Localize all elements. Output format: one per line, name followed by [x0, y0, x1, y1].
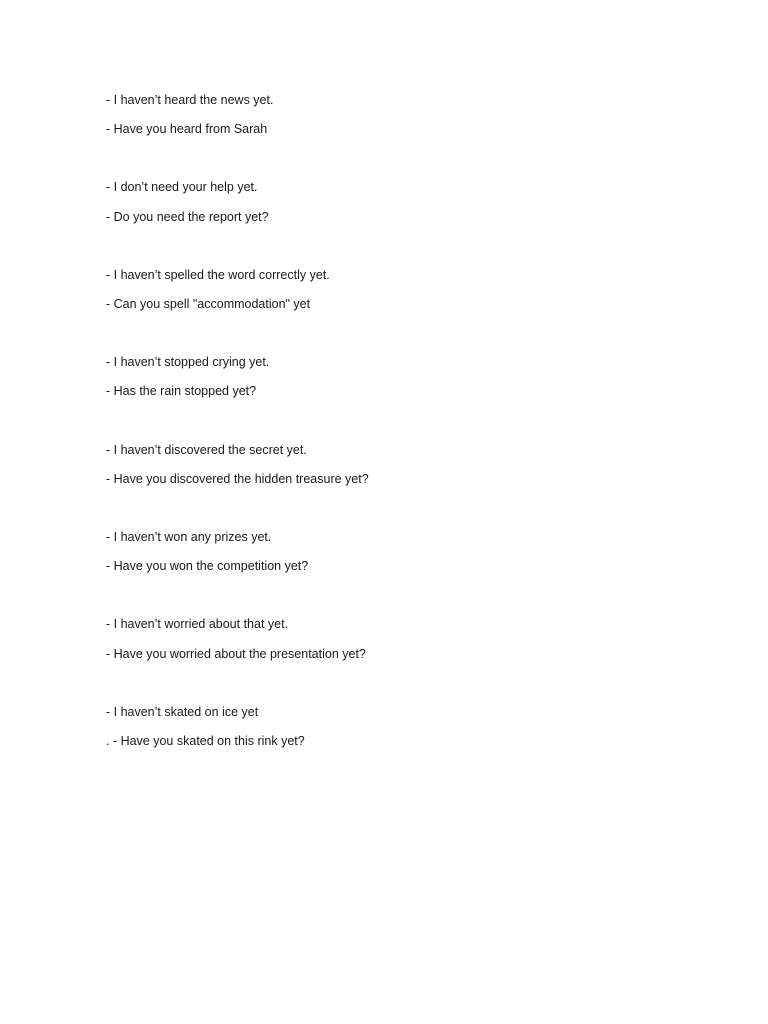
question-line: - Have you won the competition yet?	[106, 559, 309, 574]
question-line: - Can you spell "accommodation" yet	[106, 296, 311, 311]
sentence-pair	[106, 265, 706, 352]
question-line: - Have you worried about the presentation yet?	[106, 646, 366, 661]
sentence-pair	[106, 352, 706, 439]
sentence-pair	[106, 90, 706, 177]
sentence-pair	[106, 527, 706, 614]
statement-line: - I haven’t spelled the word correctly yet.	[106, 267, 330, 282]
statement-line: - I haven’t worried about that yet.	[106, 617, 289, 632]
statement-line: - I haven’t won any prizes yet.	[106, 529, 272, 544]
question-line: - Do you need the report yet?	[106, 209, 269, 224]
question-line: - Have you discovered the hidden treasure yet?	[106, 471, 369, 486]
document-body	[106, 90, 706, 789]
sentence-pair	[106, 177, 706, 264]
statement-line: - I haven’t skated on ice yet	[106, 704, 259, 719]
question-line: - Have you heard from Sarah	[106, 122, 268, 137]
statement-line: - I haven’t discovered the secret yet.	[106, 442, 307, 457]
statement-line: - I haven’t heard the news yet.	[106, 93, 274, 107]
sentence-pair	[106, 440, 706, 527]
question-line: . - Have you skated on this rink yet?	[106, 733, 305, 748]
sentence-pair	[106, 702, 706, 789]
sentence-pair	[106, 614, 706, 701]
question-line: - Has the rain stopped yet?	[106, 384, 257, 399]
statement-line: - I haven’t stopped crying yet.	[106, 355, 270, 370]
statement-line: - I don’t need your help yet.	[106, 180, 258, 195]
